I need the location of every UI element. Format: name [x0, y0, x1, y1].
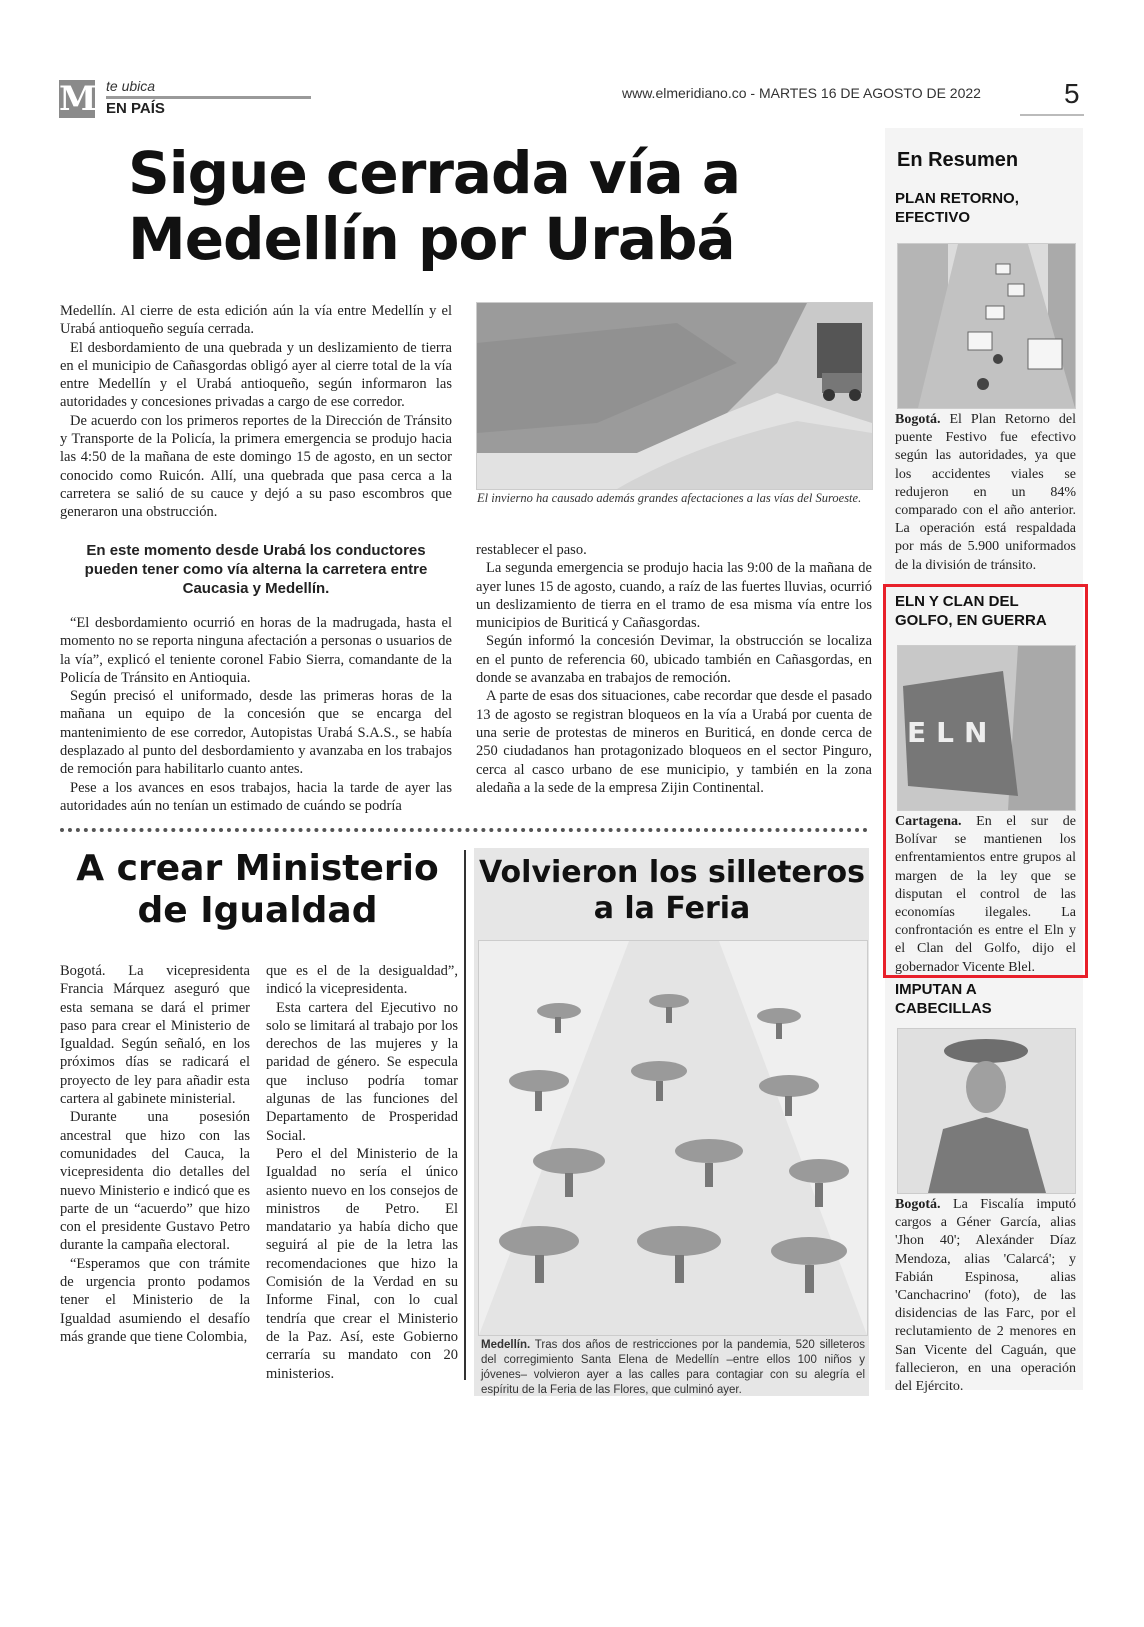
section-tagline: te ubica [106, 78, 156, 94]
brief-body: En el sur de Bolívar se mantienen los enfrentamientos entre grupos al margen de la ley que se disputan el control de las economías ilegales. La confrontación es entre el Eln y el Clan del Golfo, dijo el gobernador Vicente Blel. [895, 814, 1077, 975]
paragraph: que es el de la desigualdad”, indicó la vicepresidenta. [266, 963, 458, 998]
ministry-headline: A crear Ministerio de Igualdad [76, 848, 439, 931]
paragraph: Según precisó el uniformado, desde las primeras horas de la mañana un equipo de la concesión que se encarga del mantenimiento de ese corredor, Autopistas Urabá S.A.S., se había desplazado al punto del desbordamiento y avanzaba en los trabajos de remoción para habilitarlo cuanto antes. [60, 688, 452, 778]
paragraph: “El desbordamiento ocurrió en horas de la madrugada, hasta el momento no se reporta ninguna afectación a personas o usuarios de la vía”, explicó el teniente coronel Fabio Sierra, comandante de la Policía de Tránsito en Antioquia. [60, 615, 452, 686]
paragraph: Según informó la concesión Devimar, la obstrucción se localiza en el punto de referencia 60, ubicado también en Cañasgordas, en donde se avanzaba en trabajos de remoción. [476, 633, 872, 687]
paragraph: El desbordamiento de una quebrada y un deslizamiento de tierra en el municipio de Cañasgordas obligó ayer al cierre total de la vía entre Medellín y el Urabá antioqueño, según informaron las autoridades y concesiones privadas a cargo de ese corredor. [60, 339, 452, 411]
section-name: EN PAÍS [106, 100, 165, 117]
sidebar-title: En Resumen [897, 149, 1019, 171]
photo-caption: El invierno ha causado además grandes afectaciones a las vías del Suroeste. [477, 491, 862, 505]
brief-dateline: Bogotá. [895, 1197, 941, 1212]
paragraph: La segunda emergencia se produjo hacia las 9:00 de la mañana de ayer lunes 15 de agosto, cuando, a raíz de las fuertes lluvias, ocurrió un deslizamiento de tierra en el tramo de esa misma vía entre los municipios de Buriticá y Cañasgordas. [476, 560, 872, 632]
paragraph: restablecer el paso. [476, 542, 587, 558]
column-rule [464, 850, 466, 1380]
brief-text [895, 411, 1076, 575]
brief-body: La Fiscalía imputó cargos a Géner García, alias 'Jhon 40'; Alexánder Díaz Mendoza, alias 'Calarcá'; y Fabián Espinosa, alias 'Canchacrino' (foto), de las disidencias de las Farc, por el reclutamiento de 2 menores en San Vicente del Caguán, que fallecieron, en una operación del Ejército. [895, 1197, 1077, 1395]
paragraph: Medellín. Al cierre de esta edición aún la vía entre Medellín y el Urabá antioqueño seguía cerrada. [60, 303, 452, 338]
pull-quote: En este momento desde Urabá los conductores pueden tener como vía alterna la carretera entre Caucasia y Medellín. [84, 542, 428, 597]
page-number: 5 [1064, 78, 1080, 109]
brief-text [895, 1196, 1076, 1396]
ministry-column-1 [60, 962, 250, 1346]
main-headline: Sigue cerrada vía a Medellín por Urabá [128, 139, 741, 273]
silleteros-headline: Volvieron los silleteros a la Feria [478, 855, 866, 926]
brief-dateline: Bogotá. [895, 412, 941, 427]
paragraph: Esta cartera del Ejecutivo no solo se limitará al trabajo por los derechos de las mujeres y la paridad de género. Se especula que incluso podría tomar algunas de las funciones del Departamento de Prosperidad Social. [266, 999, 458, 1144]
eln-flag-lettering: ELN [907, 716, 998, 749]
brief-title: IMPUTAN A CABECILLAS [895, 981, 992, 1017]
brief-title: PLAN RETORNO, EFECTIVO [895, 190, 1019, 226]
caption-dateline: Medellín. [481, 1339, 531, 1351]
paragraph: Durante una posesión ancestral que hizo con las comunidades del Cauca, la vicepresidenta dio detalles del nuevo Ministerio e indicó que es parte de un “acuerdo” que hizo con el presidente Gustavo Petro durante la campaña electoral. [60, 1109, 250, 1254]
suspect-photo [897, 1028, 1076, 1194]
dateline: www.elmeridiano.co - MARTES 16 DE AGOSTO DE 2022 [622, 85, 981, 101]
paragraph: Bogotá. La vicepresidenta Francia Márquez aseguró que esta semana se dará el primer paso para crear el Ministerio de Igualdad. Según señaló, en los próximos días se radicará el proyecto de ley para añadir esta cartera al gabinete ministerial. [60, 963, 250, 1108]
traffic-photo [897, 243, 1076, 409]
main-story-column-1b [60, 614, 452, 815]
page-number-rule [1020, 114, 1084, 116]
brief-body: El Plan Retorno del puente Festivo fue efectivo según las autoridades, ya que los accidentes viales se redujeron en un 84% comparado con el año anterior. La operación está respaldada por más de 5.900 uniformados de la división de tránsito. [895, 412, 1077, 573]
brief-text [895, 813, 1076, 977]
paragraph: De acuerdo con los primeros reportes de la Dirección de Tránsito y Transporte de la Policía, la primera emergencia se produjo hacia las 4:50 de la mañana de este domingo 15 de agosto, en un sector conocido como Ruicón. Allí, una quebrada que pasa cerca a la carretera se salió de su cauce y dejó a su paso escombros que generaron una obstrucción. [60, 412, 452, 521]
silleteros-photo [478, 940, 868, 1336]
section-divider [60, 828, 868, 832]
ministry-column-2 [266, 962, 458, 1383]
paragraph: Pero el del Ministerio de la Igualdad no sería el único asiento nuevo en los consejos de ministros de Petro. El mandatario ya había dicho que seguirá al pie de la letra las recomendaciones que hizo la Comisión de la Verdad en su Informe Final, con lo cual tendría que crear el Ministerio de la Paz. Así, este Gobierno cerraría su mandato con 20 ministerios. [266, 1145, 458, 1382]
brief-title: ELN Y CLAN DEL GOLFO, EN GUERRA [895, 593, 1047, 629]
paragraph: Pese a los avances en esos trabajos, hacia la tarde de ayer las autoridades aún no tenían un estimado de cuándo se podría [60, 779, 452, 814]
silleteros-caption [481, 1338, 865, 1398]
main-story-column-2 [476, 541, 872, 797]
masthead-logo: M [59, 79, 97, 119]
caption-text: Tras dos años de restricciones por la pandemia, 520 silleteros del corregimiento Santa Elena de Medellín –entre ellos 100 niños y jóvenes– volvieron ayer a las calles para contagiar con su alegría el espíritu de la Feria de las Flores, que culminó ayer. [481, 1339, 865, 1396]
paragraph: A parte de esas dos situaciones, cabe recordar que desde el pasado 13 de agosto se registran bloqueos en la vía a Urabá por cuenta de una serie de protestas de mineros en Buriticá, en donde cerca de 250 ciudadanos han protagonizado bloqueos en el sector Pinguro, cerca al casco urbano de ese municipio, y también en la zona aledaña a la sede de la empresa Zijin Continental. [476, 688, 872, 796]
header-rule [106, 96, 311, 99]
paragraph: “Esperamos que con trámite de urgencia pronto podamos tener el Ministerio de la Igualdad asumiendo el desafío más grande que tiene Colombia, [60, 1255, 250, 1345]
main-story-column-1 [60, 302, 452, 522]
brief-dateline: Cartagena. [895, 814, 962, 829]
landslide-photo [476, 302, 873, 490]
